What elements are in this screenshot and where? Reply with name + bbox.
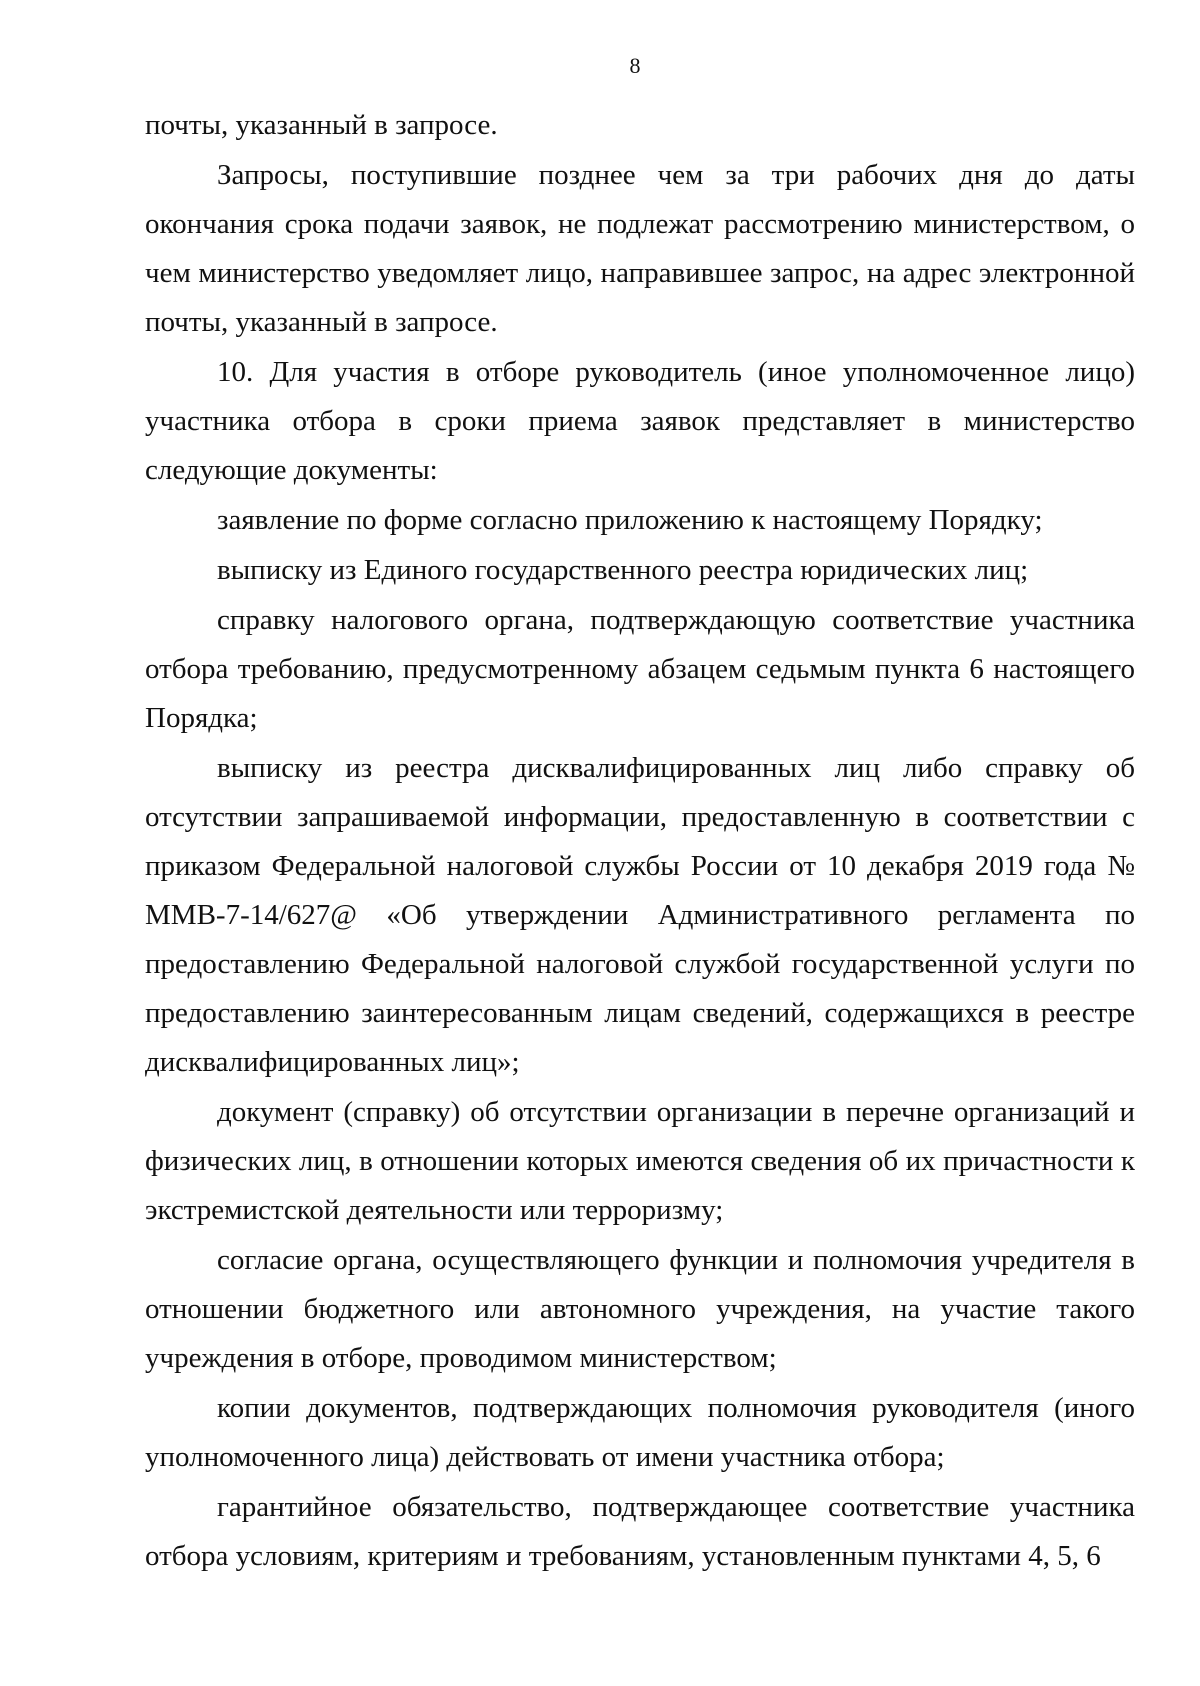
paragraph-requests-deadline: Запросы, поступившие позднее чем за три рабочих дня до даты окончания срока подачи заявок, не подлежат рассмотрению министерством, о чем министерство уведомляет лицо, направившее запрос, на адрес электронной почты, указанный в запросе.: [145, 159, 1135, 338]
paragraph-continuation: почты, указанный в запросе.: [145, 109, 498, 141]
paragraph-application-form: заявление по форме согласно приложению к настоящему Порядку;: [217, 504, 1043, 536]
paragraph-founder-consent: согласие органа, осуществляющего функции и полномочия учредителя в отношении бюджетного или автономного учреждения, на участие такого учреждения в отборе, проводимом министерством;: [145, 1244, 1135, 1374]
paragraph-disqualified-registry: выписку из реестра дисквалифицированных лиц либо справку об отсутствии запрашиваемой информации, предоставленную в соответствии с приказом Федеральной налоговой службы России от 10 декабря 2019 года № ММВ-7-14/627@ «Об утверждении Административного регламента по предоставлению Федеральной налоговой службой государственной услуги по предоставлению заинтересованным лицам сведений, содержащихся в реестре дисквалифицированных лиц»;: [145, 752, 1135, 1078]
paragraph-item-10: 10. Для участия в отборе руководитель (иное уполномоченное лицо) участника отбора в сроки приема заявок представляет в министерство следующие документы:: [145, 356, 1135, 486]
paragraph-egrul-extract: выписку из Единого государственного реестра юридических лиц;: [217, 554, 1029, 586]
paragraph-guarantee-obligation: гарантийное обязательство, подтверждающее соответствие участника отбора условиям, критериям и требованиям, установленным пунктами 4, 5, 6: [145, 1491, 1135, 1572]
page-number: 8: [629, 53, 641, 78]
document-body: [145, 101, 1135, 1581]
paragraph-tax-certificate: справку налогового органа, подтверждающую соответствие участника отбора требованию, предусмотренному абзацем седьмым пункта 6 настоящего Порядка;: [145, 604, 1135, 734]
paragraph-extremism-certificate: документ (справку) об отсутствии организации в перечне организаций и физических лиц, в отношении которых имеются сведения об их причастности к экстремистской деятельности или терроризму;: [145, 1096, 1135, 1226]
paragraph-authority-copies: копии документов, подтверждающих полномочия руководителя (иного уполномоченного лица) действовать от имени участника отбора;: [145, 1392, 1135, 1473]
